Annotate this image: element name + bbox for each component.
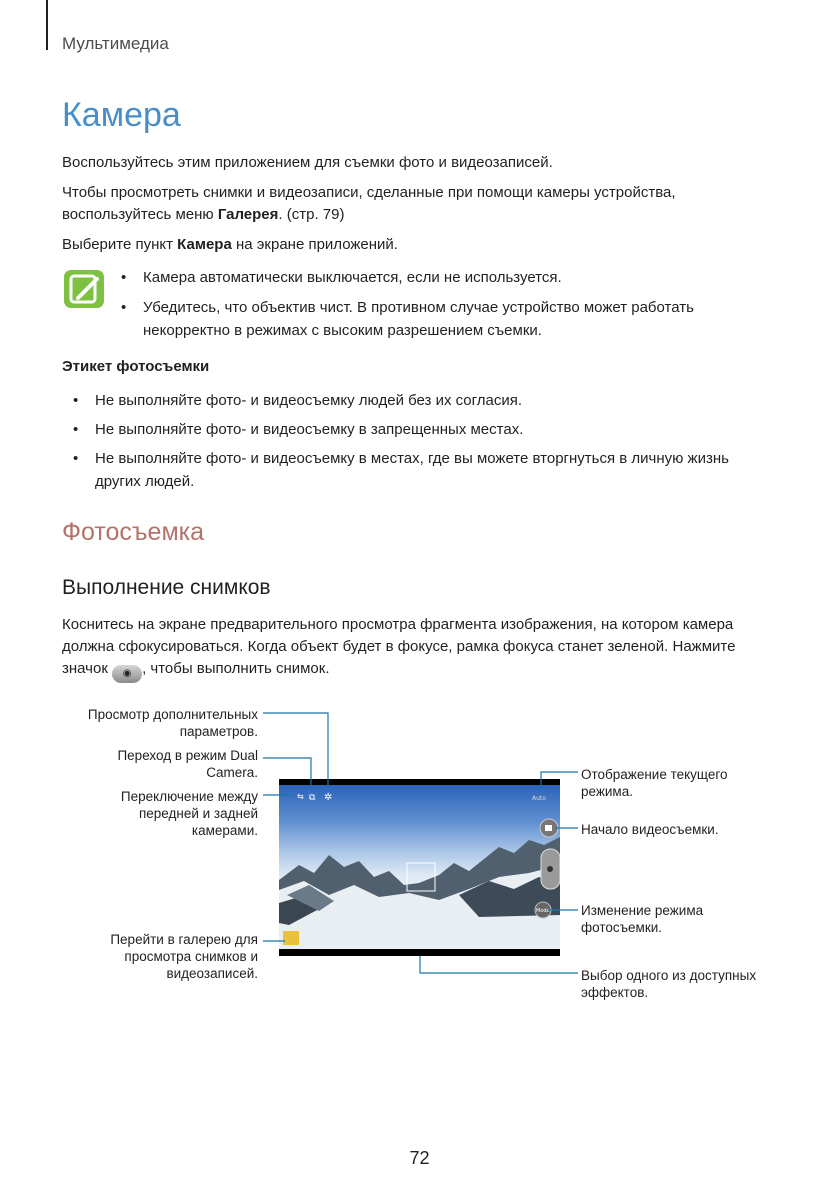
etiquette-item-text: Не выполняйте фото- и видеосъемку в местах, где вы можете вторгнуться в личную жизнь других людей. bbox=[95, 450, 729, 490]
gallery-line1: Чтобы просмотреть снимки и видеозаписи, сделанные при помощи камеры устройства, bbox=[62, 184, 676, 201]
section-label: Мультимедиа bbox=[62, 34, 169, 53]
settings-gear-icon: ✲ bbox=[324, 792, 333, 803]
subsection-heading: Выполнение снимков bbox=[62, 576, 271, 599]
callout-line: Переход в режим Dual bbox=[117, 748, 258, 763]
callout-line: эффектов. bbox=[581, 985, 649, 1000]
note-item-text: Камера автоматически выключается, если не используется. bbox=[143, 269, 562, 286]
photo-line1: Коснитесь на экране предварительного просмотра фрагмента изображения, на котором камера bbox=[62, 616, 734, 633]
page-number: 72 bbox=[409, 1148, 430, 1168]
mode-button-label: Mode bbox=[536, 908, 550, 914]
callout-gallery bbox=[60, 931, 258, 982]
callout-line: Перейти в галерею для bbox=[110, 932, 258, 947]
note-item: • Камера автоматически выключается, если не используется. bbox=[121, 269, 562, 286]
callout-line: Отображение текущего bbox=[581, 767, 728, 782]
callout-change-mode bbox=[581, 902, 703, 936]
photo-line2: должна сфокусироваться. Когда объект будет в фокусе, рамка фокуса станет зеленой. Нажмите bbox=[62, 638, 736, 655]
callout-line: Выбор одного из доступных bbox=[581, 968, 757, 983]
callout-dual-camera bbox=[60, 747, 258, 781]
etiquette-item: • Не выполняйте фото- и видеосъемку в местах, где вы можете вторгнуться в личную жизнь других людей. bbox=[73, 450, 729, 490]
switch-camera-icon: ⇆ bbox=[297, 792, 304, 801]
gallery-menu-label: Галерея bbox=[217, 206, 279, 223]
note-item-text: Убедитесь, что объектив чист. В противном случае устройство может работать некорректно в режимах с высоким разрешением съемки. bbox=[143, 299, 694, 339]
etiquette-item-text: Не выполняйте фото- и видеосъемку людей без их согласия. bbox=[95, 392, 523, 409]
callout-line: передней и задней bbox=[138, 806, 258, 821]
etiquette-item: • Не выполняйте фото- и видеосъемку людей без их согласия. bbox=[73, 392, 523, 409]
select-camera-label: Камера bbox=[177, 236, 232, 253]
callout-line: камерами. bbox=[191, 823, 258, 838]
etiquette-item: • Не выполняйте фото- и видеосъемку в запрещенных местах. bbox=[73, 421, 524, 438]
callout-line: Переключение между bbox=[120, 789, 258, 804]
intro-text: Воспользуйтесь этим приложением для съемки фото и видеозаписей. bbox=[62, 154, 553, 171]
callout-switch-camera bbox=[60, 788, 258, 839]
select-post: на экране приложений. bbox=[231, 236, 398, 253]
callout-line: параметров. bbox=[179, 724, 258, 739]
callout-line: режима. bbox=[581, 784, 633, 799]
photo-line3-pre: значок bbox=[62, 660, 113, 677]
etiquette-item-text: Не выполняйте фото- и видеосъемку в запрещенных местах. bbox=[95, 421, 524, 438]
callout-effects bbox=[581, 967, 756, 1001]
callout-current-mode bbox=[581, 766, 728, 800]
gallery-page-ref: . (стр. 79) bbox=[278, 206, 345, 223]
select-pre: Выберите пункт bbox=[62, 236, 178, 253]
callout-more-settings bbox=[60, 706, 258, 740]
callout-line: просмотра снимков и bbox=[124, 949, 258, 964]
note-item: • Убедитесь, что объектив чист. В противном случае устройство может работать некорректно в режимах с высоким разрешением съемки. bbox=[121, 299, 694, 339]
section-heading: Фотосъемка bbox=[62, 518, 205, 546]
etiquette-heading: Этикет фотосъемки bbox=[62, 358, 210, 375]
gallery-line2-pre: воспользуйтесь меню bbox=[62, 206, 218, 223]
callout-line: Изменение режима bbox=[581, 903, 704, 918]
callout-start-video bbox=[581, 821, 719, 838]
dual-camera-icon: ⧉ bbox=[309, 793, 316, 803]
callout-line: Начало видеосъемки. bbox=[581, 822, 719, 837]
callout-line: фотосъемки. bbox=[581, 920, 663, 935]
callout-line: видеозаписей. bbox=[166, 966, 258, 981]
mode-label: Auto bbox=[532, 795, 546, 802]
camera-shutter-icon: ◉ bbox=[112, 665, 142, 683]
callout-line: Просмотр дополнительных bbox=[87, 707, 258, 722]
callout-line: Camera. bbox=[206, 765, 258, 780]
page-title: Камера bbox=[62, 96, 181, 134]
photo-line3-post: , чтобы выполнить снимок. bbox=[142, 660, 330, 677]
